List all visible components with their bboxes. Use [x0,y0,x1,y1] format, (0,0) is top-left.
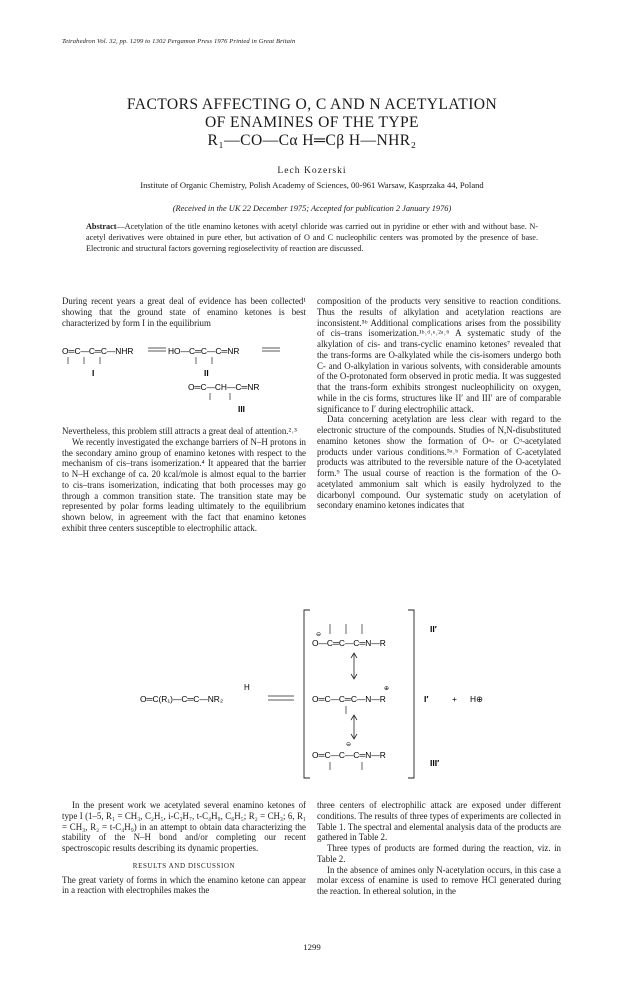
journal-header: Tetrahedron Vol. 32, pp. 1299 to 1302 Pergamon Press 1976 Printed in Great Britain [62,38,296,45]
paragraph: The great variety of forms in which the enamino ketone can appear in a reaction with electrophiles makes the [62,874,306,896]
right-column-top [317,296,561,511]
left-column-bottom [62,800,306,896]
abstract [86,222,538,254]
received-dates: (Received in the UK 22 December 1975; Accepted for publication 2 January 1976) [172,204,452,213]
author-name: Lech Kozerski [277,165,347,176]
title-line-2: OF ENAMINES OF THE TYPE [205,114,419,131]
page-number: 1299 [303,942,321,952]
tautomer-scheme [62,340,306,414]
paragraph: We recently investigated the exchange barriers of N–H protons in the secondary amino group of enamino ketones with respect to the mechanism of cis–trans isomerization.⁴ It appeared that the barrier to N–H exchange of ca. 20 kcal/mole is almost equal to the barrier to cis–trans isomerization, indicating that both processes may go through a common transition state. The transition state may be represented by polar forms leading ultimately to the equilibrium shown below, in agreement with the fact that enamino ketones exhibit three centers susceptible to electrophilic attack. [62,436,306,533]
section-heading: RESULTS AND DISCUSSION [132,861,236,870]
label-I-prime: I′ [424,694,429,704]
label-II-prime: II′ [430,624,437,634]
plus-charge: ⊕ [384,686,390,692]
resonance-scheme [140,604,520,784]
left-bracket [304,610,310,778]
minus-charge: ⊖ [346,742,352,748]
paragraph: composition of the products very sensitive to reaction conditions. Thus the results of alkylation and acetylation reactions are inconsistent.⁵ᵇ Additional complications arises from the possibility of cis–trans isomerization.¹ᵇ˒ᵈ˒ᵉ˒²ᵃ˒⁶ A systematic study of the alkylation of cis- and trans-cyclic enamino ketones⁷ revealed that the trans-forms are O-alkylated while the cis-isomers undergo both C- and O-alkylation in various solvents, with considerable amounts of the O-protonated form observed in protic media. It was suggested that the trans-form exhibits strongest nucleophilicity on oxygen, while in the cis forms, structures like II′ and III′ are of comparable significance to I′ during electrophilic attack. [317,296,561,414]
left-column-middle [62,426,306,534]
paragraph: In the present work we acetylated several enamino ketones of type I (1–5, R₁ = CH₃, C₂H₅, i-C₃H₇, t-C₄H₉, C₆H₅; R₂ = CH₃; 6, R₁ = CH₃, R₂ = t-C₄H₉) in an attempt to obtain data characterizing the stability of the N–H bond and/or completing our recent spectroscopic results describing its dynamic properties. [62,800,306,853]
label-III-prime: III′ [430,758,440,768]
label-III: III [238,404,245,414]
form-II-structure: HO—C═C—C═NR [168,346,240,356]
enamine-H: H [244,683,250,692]
label-I: I [92,368,95,378]
form-I-structure: O═C—C═C—NHR [62,346,134,356]
paragraph: three centers of electrophilic attack are exposed under different conditions. The results of three types of experiments are collected in Table 1. The spectral and elemental analysis data of the products are gathered in Table 2. [317,800,561,843]
label-II: II [204,368,209,378]
paragraph: Three types of products are formed during the reaction, viz. in Table 2. [317,843,561,864]
title-line-1: FACTORS AFFECTING O, C AND N ACETYLATION [126,96,498,113]
paragraph: Nevertheless, this problem still attracts a great deal of attention.²˒³ [62,426,297,436]
affiliation: Institute of Organic Chemistry, Polish Academy of Sciences, 00-961 Warsaw, Kasprzaka 44, Poland [140,180,484,190]
abstract-label: Abstract [86,222,117,231]
left-column-top [62,296,306,328]
minus-charge: ⊖ [316,632,322,638]
proton: H⊕ [470,694,484,704]
form-III-prime: O═C—C—C═N—R [312,750,386,760]
enamine-ketone-structure: O═C(R₁)—C═C—NR₂ [140,694,224,704]
form-II-prime: O—C═C—C═N—R [312,638,386,648]
paragraph: Data concerning acetylation are less clear with regard to the electronic structure of the compounds. Studies of N,N-disubstituted enamino ketones show the formation of Oᵃ- or Cᵅ-acetylated products under various conditions.⁵ᵃ˒ᵇ Formation of C-acetylated products was attributed to the reversible nature of the O-acetylated form.⁹ The usual course of reaction is the formation of the O-acetylated ammonium salt which is easily hydrolyzed to the dicarbonyl compound. Our systematic study on acetylation of secondary enamino ketones indicates that [317,414,561,511]
paragraph: In the absence of amines only N-acetylation occurs, in this case a molar excess of enamine is used to remove HCl generated during the reaction. In ethereal solution, in the [317,864,561,896]
form-III-structure: O═C—CH—C═NR [188,382,260,392]
plus-sign: + [452,694,457,704]
right-bracket [408,610,414,778]
right-column-bottom [317,800,561,897]
abstract-text: —Acetylation of the title enamino ketones with acetyl chloride was carried out in pyridine or ether with and without base. N-acetyl derivatives were obtained in pure ether, but activation of O and C nucleophilic centers was promoted by the presence of base. Electronic and structural factors governing regioselectivity of reaction are discussed. [86,222,538,253]
title-line-3: R₁—CO—Cα H═Cβ H—NHR₂ [207,132,417,149]
form-I-prime: O═C—C═C—N—R [312,694,386,704]
paragraph: During recent years a great deal of evidence has been collected¹ showing that the ground state of enamino ketones is best characterized by form I in the equilibrium [62,296,306,328]
